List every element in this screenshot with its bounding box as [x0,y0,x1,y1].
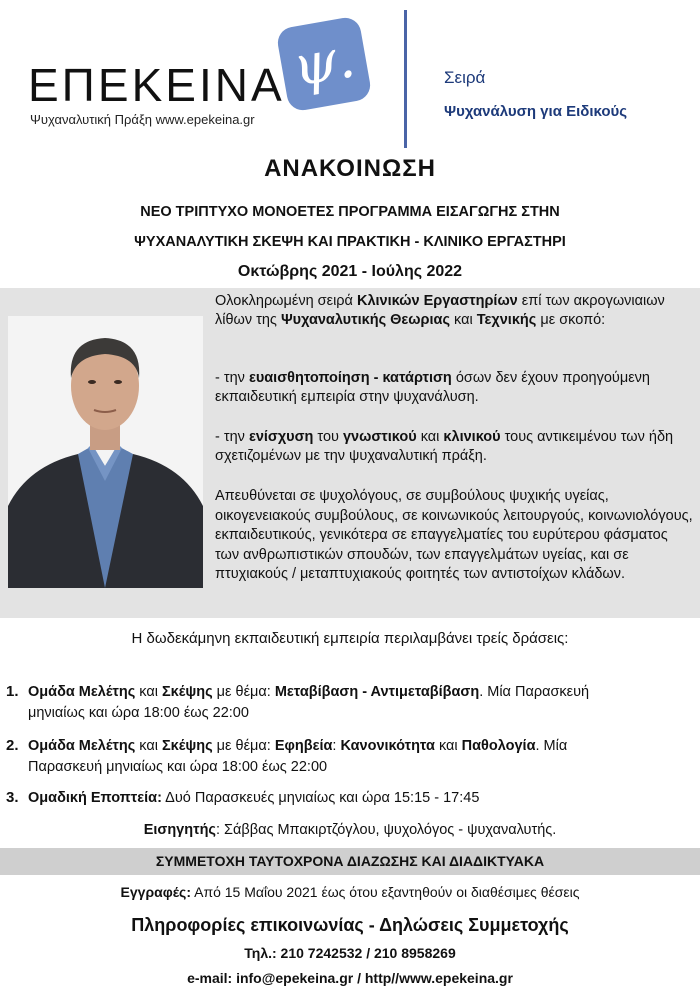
action-emphasis: Ομαδική Εποπτεία: [28,790,162,806]
action-schedule: Παρασκευή μηνιαίως και ώρα 18:00 έως 22:00 [28,759,328,775]
aim-bullet-1 [215,369,693,407]
registration-line [0,884,700,900]
action-emphasis: Κανονικότητα [340,738,435,754]
bullet-text: - την [215,370,249,386]
bullet-text: και [416,429,444,445]
action-item-2 [6,735,696,778]
action-emphasis: Μεταβίβαση - Αντιμεταβίβαση [274,684,480,700]
bullet-emphasis: γνωστικού [342,429,417,445]
program-title-line-2: ΨΥΧΑΝΑΛΥΤΙΚΗ ΣΚΕΨΗ ΚΑΙ ΠΡΑΚΤΙΚΗ - ΚΛΙΝΙΚΟ ΕΡΓΑΣΤΗΡΙ [134,234,566,250]
experience-intro: Η δωδεκάμηνη εκπαιδευτική εμπειρία περιλαμβάνει τρείς δράσεις: [131,630,569,647]
action-text: και [135,684,162,700]
series-name: Ψυχανάλυση για Ειδικούς [444,103,628,120]
action-text: με θέμα: [212,684,275,700]
registration-label: Εγγραφές: [120,884,191,900]
action-schedule: μηνιαίως και ώρα 18:00 έως 22:00 [28,705,249,721]
logo-wordmark: ΕΠΕΚΕΙΝΑ [28,59,285,111]
series-label: Σειρά [444,68,486,87]
action-text: : [332,738,341,754]
action-number: 3. [6,789,19,806]
speaker-text: : Σάββας Μπακιρτζόγλου, ψυχολόγος - ψυχαναλυτής. [215,822,557,838]
speaker-photo [8,316,203,588]
action-emphasis: Ομάδα Μελέτης [28,684,136,700]
intro-text: επί των ακρογωνιαιων λίθων της [215,293,665,328]
action-emphasis: Ομάδα Μελέτης [28,738,136,754]
audience-paragraph: Απευθύνεται σε ψυχολόγους, σε συμβούλους ψυχικής υγείας, οικογενειακούς συμβούλους, σε κοινωνικούς λειτουργούς, κοινωνιολόγους, εκπαιδευτικούς, γενικότερα σε επαγγελματίες του ευρύτερου φάσματος των ανθρωπιστικών σπουδών, των επαγγελμάτων υγείας, και σε πτυχιακούς / μεταπτυχιακούς φοιτητές των αντιστοίχων κλάδων. [215,488,693,582]
participation-bar [0,848,700,875]
contact-title: Πληροφορίες επικοινωνίας - Δηλώσεις Συμμετοχής [131,915,569,935]
action-text: και [434,738,462,754]
bullet-emphasis: ευαισθητοποίηση - κατάρτιση [248,370,452,386]
speaker-line [0,822,700,838]
intro-text: Ολοκληρωμένη σειρά [215,293,357,309]
aim-bullet-2 [215,428,693,466]
participation-text: ΣΥΜΜΕΤΟΧΗ ΤΑΥΤΟΧΡΟΝΑ ΔΙΑΖΩΣΗΣ ΚΑΙ ΔΙΑΔΙΚΤΥΑΚΑ [155,853,545,869]
action-text: και [135,738,162,754]
bullet-emphasis: κλινικού [443,429,501,445]
intro-emphasis: Τεχνικής [476,312,537,328]
program-title-line-1: ΝΕΟ ΤΡΙΠΤΥΧΟ ΜΟΝΟΕΤΕΣ ΠΡΟΓΡΑΜΜΑ ΕΙΣΑΓΩΓΗΣ ΣΤΗΝ [140,204,560,220]
intro-emphasis: Ψυχαναλυτικής Θεωριας [280,312,450,328]
bullet-text: όσων δεν έχουν προηγούμενη εκπαιδευτική εμπειρία στην ψυχανάλυση. [215,370,650,405]
bullet-text: του [313,429,343,445]
speaker-label: Εισηγητής [143,822,216,838]
action-number: 1. [6,683,19,700]
registration-text: Από 15 Μαΐου 2021 έως ότου εξαντηθούν οι διαθέσιμες θέσεις [190,884,580,900]
action-number: 2. [6,737,19,754]
action-emphasis: Εφηβεία [274,738,333,754]
logo-psi-symbol: ψ. [287,25,360,100]
intro-emphasis: Κλινικών Εργαστηρίων [356,293,518,309]
program-dates: Οκτώβρης 2021 - Ιούλης 2022 [237,263,463,280]
header-divider [404,10,407,148]
action-emphasis: Σκέψης [161,738,213,754]
action-emphasis: Σκέψης [161,684,213,700]
logo-psi-badge [275,15,372,112]
action-emphasis: Παθολογία [461,738,536,754]
action-item-3 [6,787,696,809]
announcement-title: ΑΝΑΚΟΙΝΩΣΗ [264,155,436,182]
action-text: με θέμα: [212,738,275,754]
intro-text: και [450,312,477,328]
action-text: . Μία Παρασκευή [479,684,590,700]
intro-text: με σκοπό: [536,312,606,328]
bullet-text: τους αντικειμένου των ήδη σχετιζομένων με την ψυχαναλυτική πράξη. [215,429,674,464]
bullet-emphasis: ενίσχυση [248,429,314,445]
action-text: . Μία [535,738,568,754]
contact-phone: Τηλ.: 210 7242532 / 210 8958269 [244,945,456,961]
intro-paragraph [215,292,693,330]
contact-email-web: e-mail: info@epekeina.gr / http//www.epekeina.gr [187,970,513,986]
bullet-text: - την [215,429,249,445]
logo-tagline: Ψυχαναλυτική Πράξη www.epekeina.gr [30,112,255,127]
action-text: Δυό Παρασκευές μηνιαίως και ώρα 15:15 - 17:45 [161,790,480,806]
action-item-1 [6,681,696,724]
speaker-portrait-illustration [8,316,203,588]
